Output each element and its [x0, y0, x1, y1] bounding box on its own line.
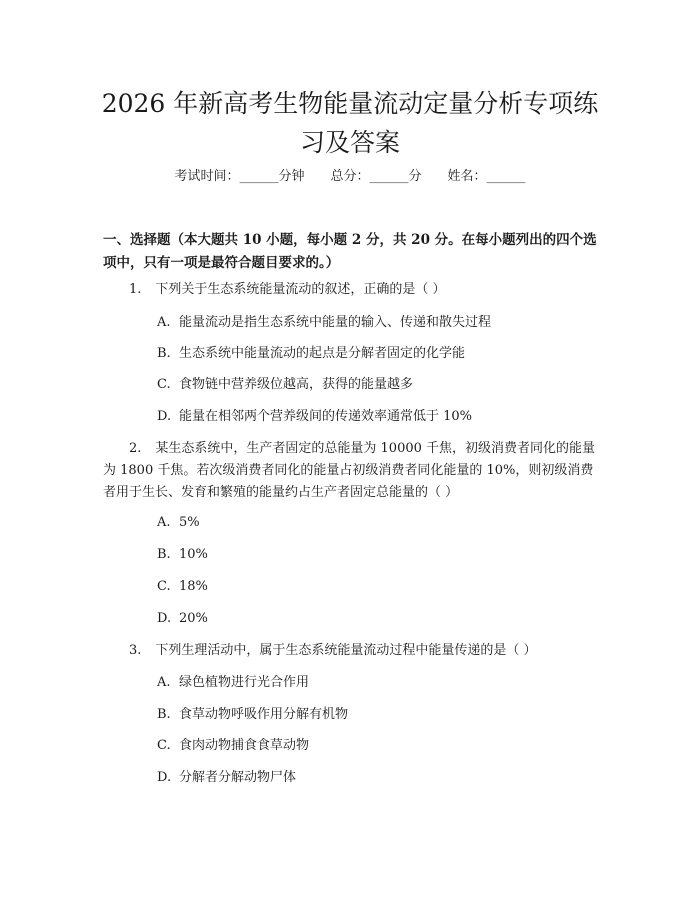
question-number: 3. [129, 643, 142, 658]
option-letter: C. [157, 377, 171, 392]
option-text: 食草动物呼吸作用分解有机物 [179, 707, 349, 722]
student-name-blank: ______ [486, 169, 526, 184]
option-text: 5% [179, 515, 200, 530]
question-1-option-a [157, 313, 597, 333]
option-letter: B. [157, 547, 171, 562]
question-2-option-a [157, 513, 597, 533]
option-letter: C. [157, 579, 171, 594]
question-number: 1. [129, 282, 142, 297]
option-text: 分解者分解动物尸体 [179, 770, 297, 785]
option-text: 能量在相邻两个营养级间的传递效率通常低于 10% [179, 409, 473, 424]
question-number: 2. [129, 441, 142, 456]
option-text: 食物链中营养级位越高，获得的能量越多 [179, 377, 414, 392]
question-text: 某生态系统中，生产者固定的总能量为 10000 千焦，初级消费者同化的能量为 1800 千焦。若次级消费者同化的能量占初级消费者同化能量的 10%，则初级消费者用于生长、发育和繁殖的能量约占生产者固定总能量的（ ） [103, 441, 596, 500]
option-text: 食肉动物捕食食草动物 [179, 738, 310, 753]
option-letter: B. [157, 346, 171, 361]
total-score-blank: ______ [369, 169, 409, 184]
question-1-stem [103, 279, 603, 301]
question-3-option-b [157, 705, 597, 725]
option-text: 能量流动是指生态系统中能量的输入、传递和散失过程 [179, 315, 492, 330]
question-3-option-d [157, 768, 597, 788]
question-3-option-c [157, 736, 597, 756]
question-3-stem [103, 640, 603, 662]
exam-time-label: 考试时间： [174, 169, 240, 184]
student-name-field [448, 168, 526, 186]
option-text: 20% [179, 611, 208, 626]
question-2-option-b [157, 545, 597, 565]
option-text: 10% [179, 547, 208, 562]
option-letter: B. [157, 707, 171, 722]
option-text: 18% [179, 579, 208, 594]
total-score-unit: 分 [408, 169, 422, 184]
option-letter: D. [157, 770, 172, 785]
exam-time-unit: 分钟 [278, 169, 305, 184]
student-name-label: 姓名： [447, 169, 487, 184]
total-score-field [330, 168, 421, 186]
option-letter: A. [157, 315, 171, 330]
question-2-stem [103, 438, 603, 504]
exam-info-line [0, 168, 700, 186]
question-text: 下列关于生态系统能量流动的叙述，正确的是（ ） [155, 282, 446, 297]
option-text: 生态系统中能量流动的起点是分解者固定的化学能 [179, 346, 466, 361]
question-1-option-d [157, 407, 597, 427]
question-1-option-c [157, 375, 597, 395]
exam-time-field [174, 168, 304, 186]
document-title: 2026 年新高考生物能量流动定量分析专项练习及答案 [101, 89, 599, 157]
option-letter: D. [157, 409, 172, 424]
exam-time-blank: ______ [239, 169, 279, 184]
option-text: 绿色植物进行光合作用 [179, 675, 310, 690]
option-letter: A. [157, 515, 171, 530]
question-2-option-c [157, 577, 597, 597]
question-1-option-b [157, 344, 597, 364]
section-heading: 一、选择题（本大题共 10 小题，每小题 2 分，共 20 分。在每小题列出的四个选项中，只有一项是最符合题目要求的。） [103, 232, 597, 271]
question-text: 下列生理活动中，属于生态系统能量流动过程中能量传递的是（ ） [155, 643, 537, 658]
total-score-label: 总分： [330, 169, 370, 184]
option-letter: C. [157, 738, 171, 753]
option-letter: A. [157, 675, 171, 690]
question-3-option-a [157, 673, 597, 693]
question-2-option-d [157, 609, 597, 629]
option-letter: D. [157, 611, 172, 626]
